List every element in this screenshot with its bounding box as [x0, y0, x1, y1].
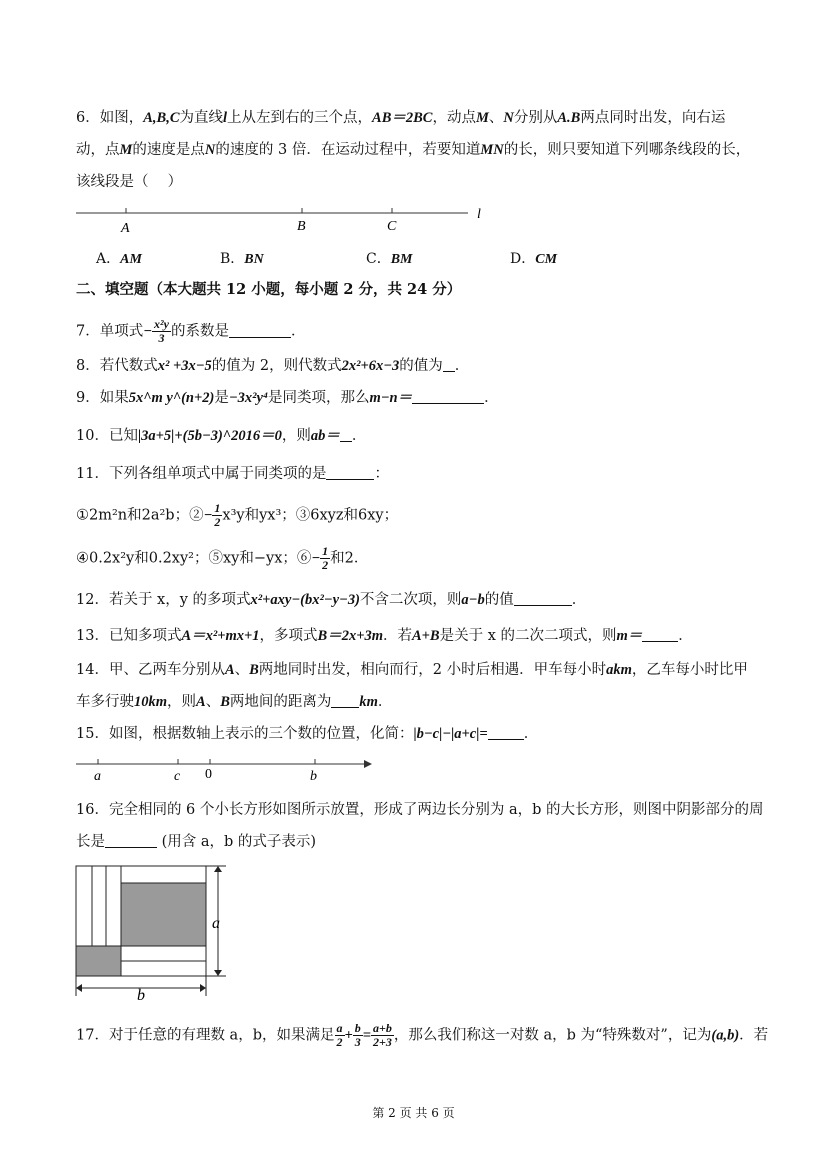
q6-line-3: 该线段是（ ） [76, 174, 183, 190]
q16-line-2: 长是 (用含 a，b 的式子表示) [76, 834, 317, 850]
q10: 10．已知|3a+5|+(5b−3)^2016＝0，则ab＝ ． [76, 428, 367, 444]
point-C-label: C [387, 219, 397, 234]
q9: 9．如果5x^m y^(n+2)是−3x²y⁴是同类项，那么m−n＝ ． [76, 390, 499, 406]
q14-line-2: 车多行驶10km，则A、B两地间的距离为 km． [76, 694, 393, 710]
q6-line-2: 动，点M的速度是点N的速度的 3 倍．在运动过程中，若要知道MN的长，则只要知道下列哪条线段的长， [76, 142, 751, 158]
q12: 12．若关于 x，y 的多项式x²+axy−(bx²−y−3)不含二次项，则a−b的值 ． [76, 592, 587, 608]
q17: 17．对于任意的有理数 a，b，如果满足 $\frac{a}{2}$ + $\frac{b}{3}$ = $\frac{a+b}{2+3}$ ，那么我们称这一对数 a，b 为“特殊数对”，记为(a,b)．若 [76, 1021, 769, 1049]
q13: 13．已知多项式A＝x²+mx+1，多项式B＝2x+3m．若A+B是关于 x 的二次二项式，则m＝ ． [76, 628, 693, 644]
q14-line-1: 14．甲、乙两车分别从A、B两地同时出发，相向而行，2 小时后相遇．甲车每小时akm，乙车每小时比甲 [76, 662, 748, 678]
point-B-label: B [297, 219, 306, 234]
q16-line-1: 16．完全相同的 6 个小长方形如图所示放置，形成了两边长分别为 a，b 的大长方形，则图中阴影部分的周 [76, 802, 764, 818]
q15: 15．如图，根据数轴上表示的三个数的位置，化简：|b−c|−|a+c|= ． [76, 726, 539, 742]
q7: 7．单项式− $\frac{\text{x²y}}{3}$ 的系数是 ． [76, 317, 306, 345]
axis-b-label: b [310, 769, 317, 784]
q11-stem: 11．下列各组单项式中属于同类项的是 ： [76, 466, 389, 482]
axis-a-label: a [94, 769, 101, 784]
q6-option-a[interactable]: A．AM [96, 251, 142, 267]
q8: 8．若代数式x² +3x−5的值为 2，则代数式2x²+6x−3的值为 ． [76, 358, 470, 374]
page-footer: 第 2 页 共 6 页 [372, 1106, 455, 1120]
line-l-label: l [477, 207, 481, 222]
q11-row-2: ④0.2x²y和0.2xy²；⑤xy和−yx；⑥− $\frac{1}{2}$ 和2． [76, 544, 369, 572]
point-A-label: A [121, 221, 130, 236]
q6-option-c[interactable]: C．BM [366, 251, 413, 267]
dimension-a-label: a [212, 915, 220, 932]
q6-line-1: 6．如图，A,B,C为直线l上从左到右的三个点，AB＝2BC，动点M、N分别从A.B两点同时出发，向右运 [76, 110, 726, 126]
q11-row-1: ①2m²n和2a²b；②− $\frac{1}{2}$ x³y和yx³；③6xyz和6xy； [76, 501, 399, 529]
q6-option-b[interactable]: B．BN [220, 251, 264, 267]
axis-c-label: c [174, 769, 181, 784]
q6-option-d[interactable]: D．CM [510, 251, 558, 267]
section-2-title: 二、填空题（本大题共 12 小题，每小题 2 分，共 24 分） [76, 281, 462, 298]
axis-zero-label: 0 [205, 767, 212, 782]
dimension-b-label: b [137, 987, 145, 1004]
